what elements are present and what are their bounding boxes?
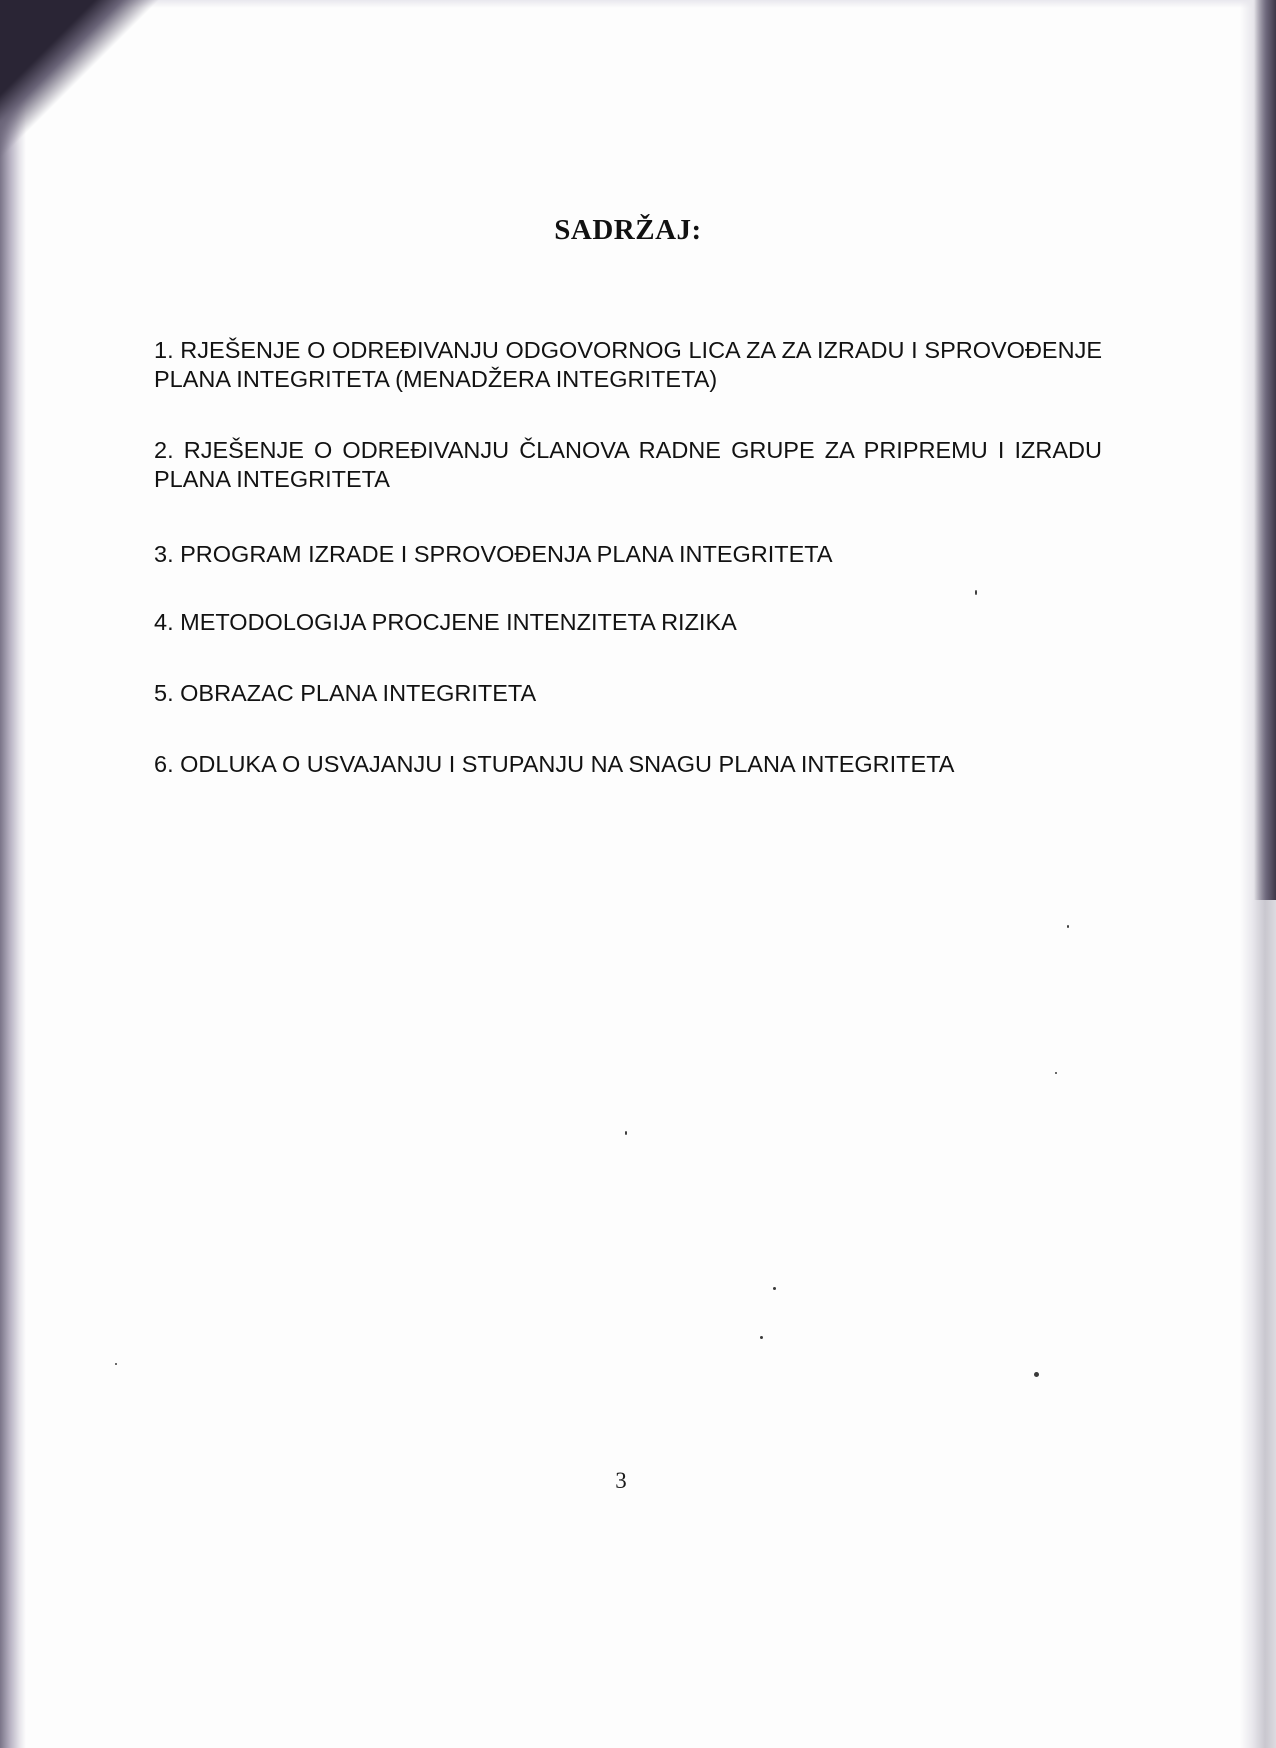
page-number: 3 — [615, 1468, 627, 1493]
table-of-contents — [154, 336, 1102, 779]
scan-speck — [1034, 1372, 1039, 1377]
page-title: SADRŽAJ: — [554, 214, 702, 246]
toc-item: 2. RJEŠENJE O ODREĐIVANJU ČLANOVA RADNE GRUPE ZA PRIPREMU I IZRADU PLANA INTEGRITETA — [154, 437, 1102, 492]
scan-speck — [773, 1287, 776, 1290]
scan-edge-top — [0, 0, 1276, 8]
scan-speck — [975, 590, 977, 595]
toc-item: 3. PROGRAM IZRADE I SPROVOĐENJA PLANA INTEGRITETA — [154, 541, 833, 567]
toc-item: 6. ODLUKA O USVAJANJU I STUPANJU NA SNAGU PLANA INTEGRITETA — [154, 751, 955, 777]
scan-speck — [1067, 925, 1069, 928]
toc-item: 1. RJEŠENJE O ODREĐIVANJU ODGOVORNOG LICA ZA ZA IZRADU I SPROVOĐENJE PLANA INTEGRITETA (MENADŽERA INTEGRITETA) — [154, 337, 1102, 392]
scan-speck — [760, 1336, 763, 1339]
scan-speck — [1055, 1072, 1057, 1074]
toc-item: 5. OBRAZAC PLANA INTEGRITETA — [154, 680, 537, 706]
toc-item: 4. METODOLOGIJA PROCJENE INTENZITETA RIZIKA — [154, 609, 737, 635]
scan-speck — [115, 1363, 117, 1365]
scan-edge-right-shadow — [1254, 0, 1276, 900]
scan-speck — [625, 1131, 627, 1135]
scan-corner-fold — [0, 0, 190, 190]
